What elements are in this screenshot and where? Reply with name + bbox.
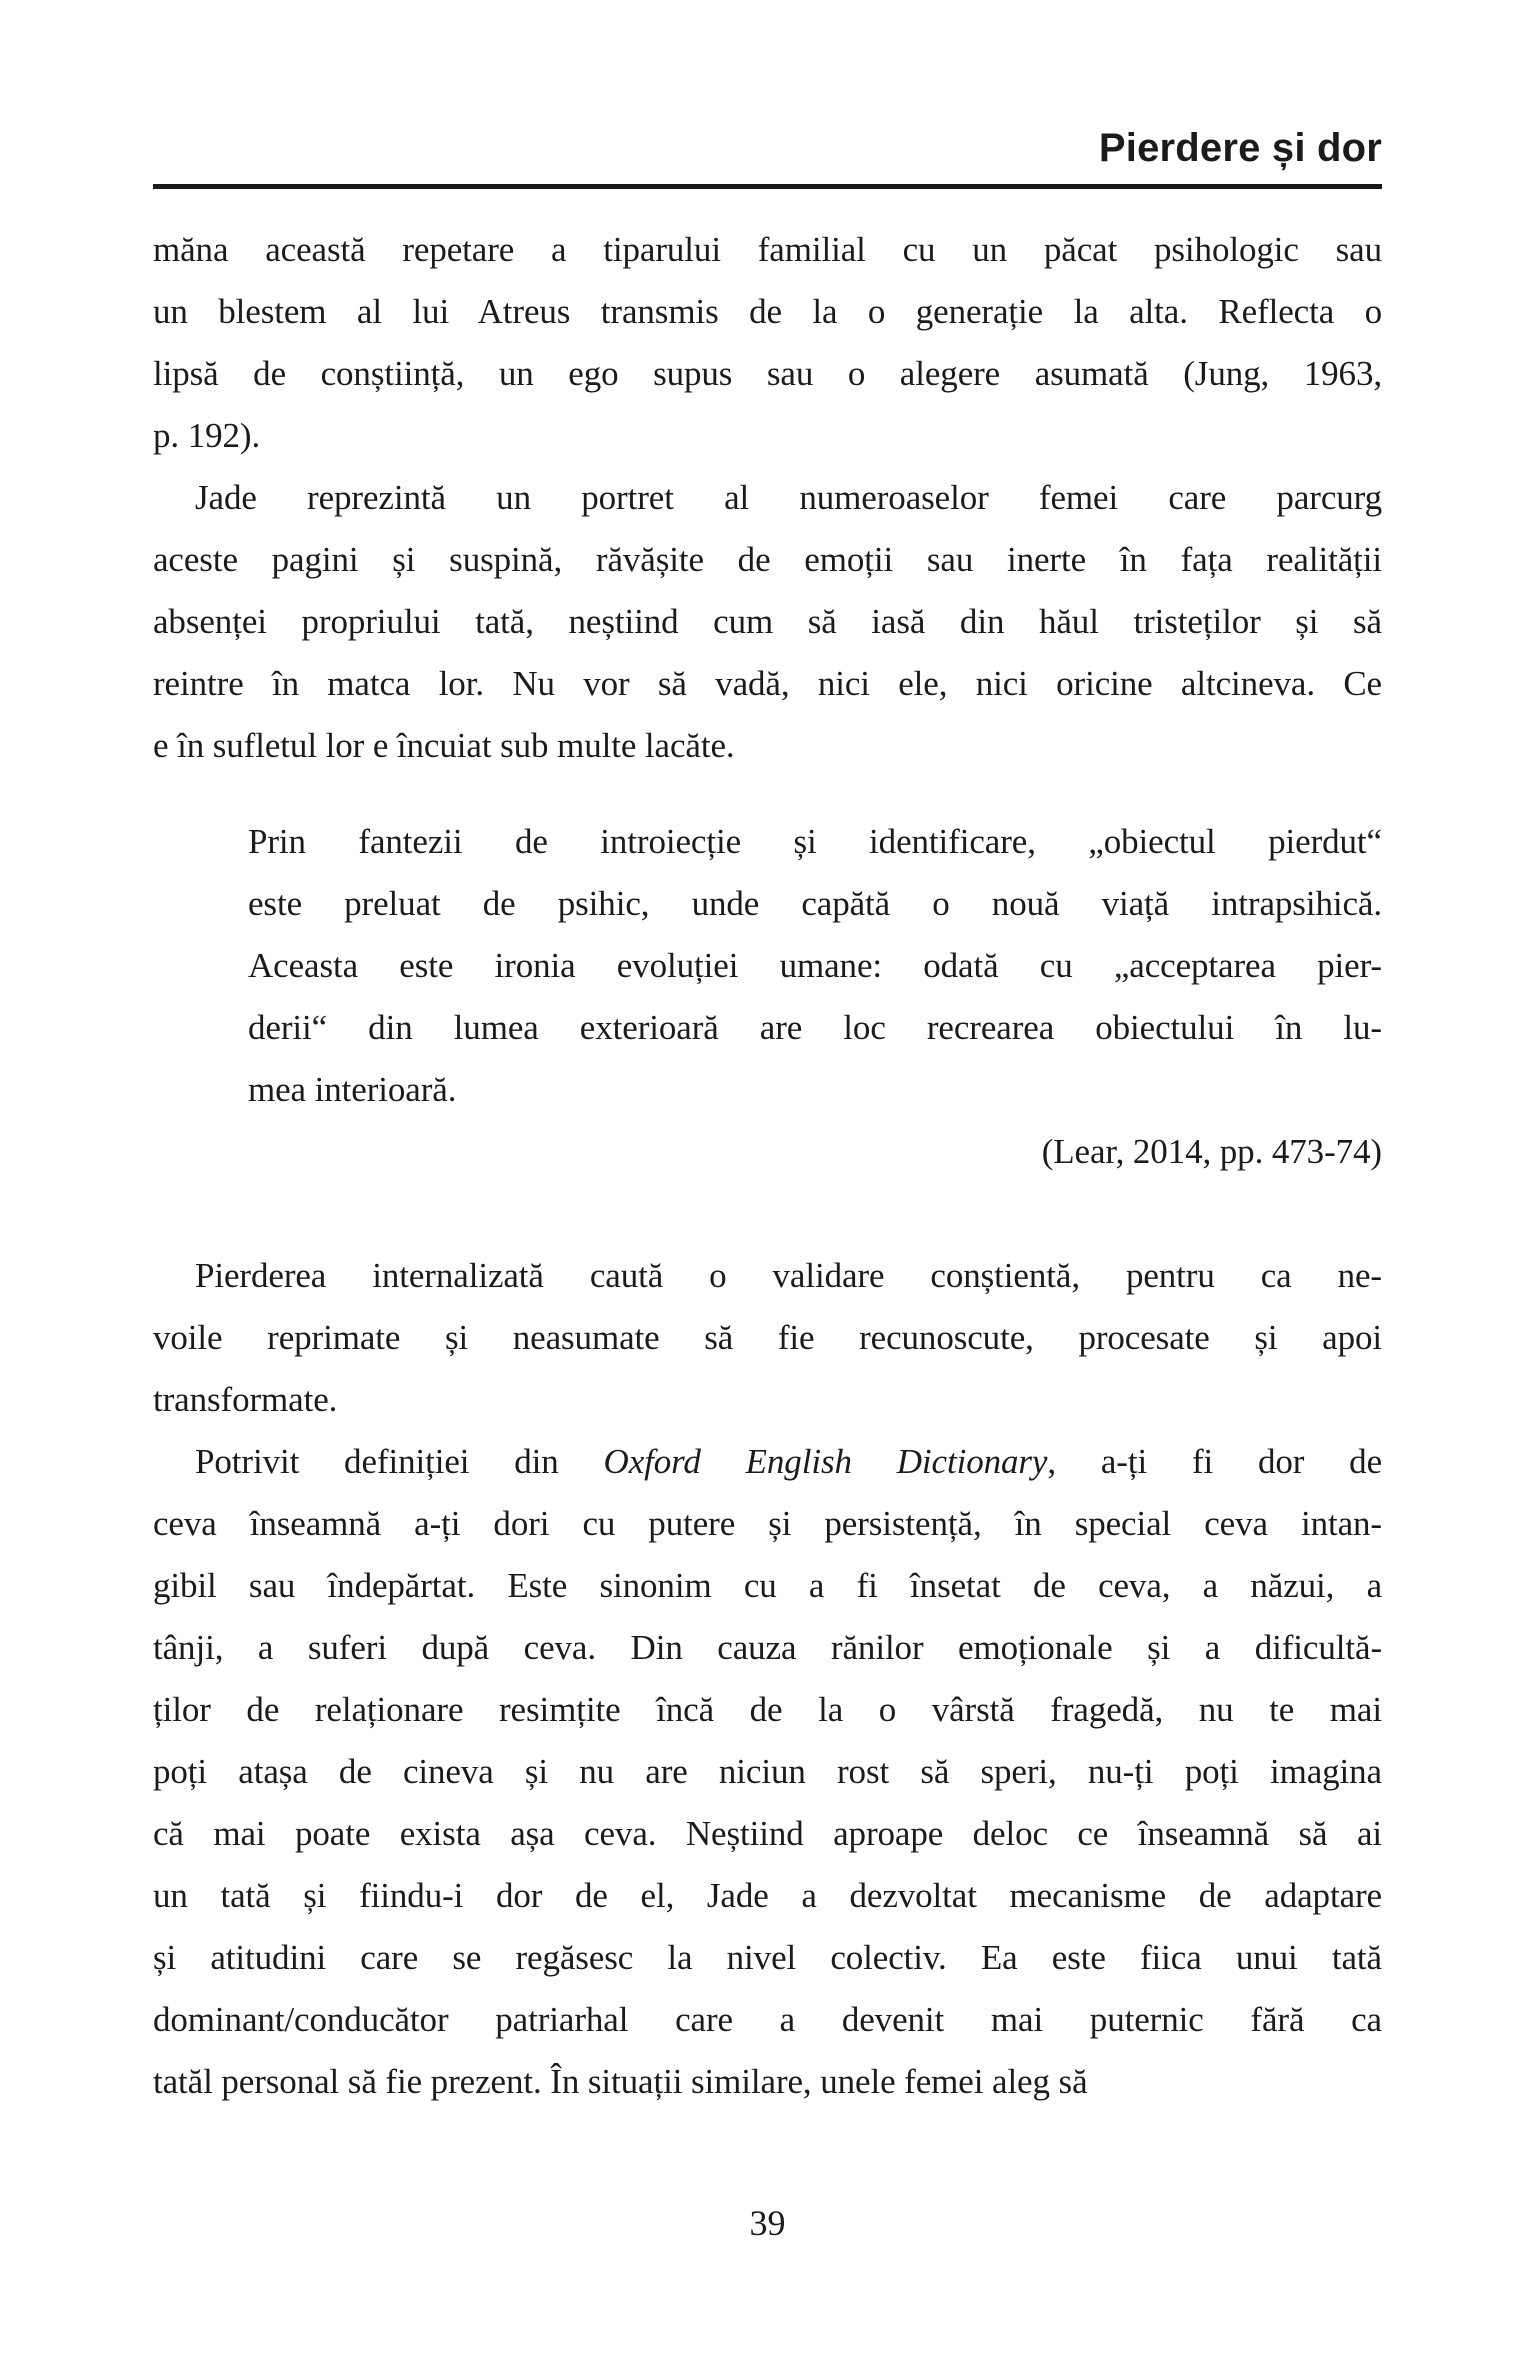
text-line: reintre în matca lor. Nu vor să vadă, nici ele, nici oricine altcineva. Ce xyxy=(153,664,1382,703)
text-line: tânji, a suferi după ceva. Din cauza rănilor emoționale și a dificultă- xyxy=(153,1628,1382,1667)
paragraph xyxy=(153,1431,1382,2113)
text-line: Pierderea internalizată caută o validare conștientă, pentru ca ne- xyxy=(195,1256,1382,1295)
italic-text: Oxford English Dictionary xyxy=(603,1442,1048,1481)
quote-citation xyxy=(153,1121,1382,1183)
text-line: derii“ din lumea exterioară are loc recrearea obiectului în lu- xyxy=(248,1008,1382,1047)
running-header: Pierdere și dor xyxy=(1098,126,1382,170)
text-line: ceva înseamnă a-ți dori cu putere și persistență, în special ceva intan- xyxy=(153,1504,1382,1543)
text-line: dominant/conducător patriarhal care a devenit mai puternic fără ca xyxy=(153,2000,1382,2039)
page-number: 39 xyxy=(749,2203,786,2243)
text-line: p. 192). xyxy=(153,416,261,455)
paragraph xyxy=(153,219,1382,467)
text-line: și atitudini care se regăsesc la nivel colectiv. Ea este fiica unui tată xyxy=(153,1938,1382,1977)
text-line: un blestem al lui Atreus transmis de la o generație la alta. Reflecta o xyxy=(153,292,1382,331)
header-rule xyxy=(153,184,1382,189)
text-line: Jade reprezintă un portret al numeroaselor femei care parcurg xyxy=(195,478,1382,517)
text-column xyxy=(153,219,1382,2113)
text-line: absenței propriului tată, neștiind cum să iasă din hăul tristeților și să xyxy=(153,602,1382,641)
text-line: e în sufletul lor e încuiat sub multe lacăte. xyxy=(153,726,735,765)
text-line: că mai poate exista așa ceva. Neștiind aproape deloc ce înseamnă să ai xyxy=(153,1814,1382,1853)
block-quote xyxy=(248,811,1382,1121)
paragraph xyxy=(153,1245,1382,1431)
text-line: ților de relaționare resimțite încă de la o vârstă fragedă, nu te mai xyxy=(153,1690,1382,1729)
text-segment: Potrivit definiției din xyxy=(195,1442,604,1481)
page-content xyxy=(153,0,1382,2113)
text-line: voile reprimate și neasumate să fie recunoscute, procesate și apoi xyxy=(153,1318,1382,1357)
text-segment: , a-ți fi dor de xyxy=(1047,1442,1383,1481)
text-line: gibil sau îndepărtat. Este sinonim cu a fi însetat de ceva, a năzui, a xyxy=(153,1566,1382,1605)
text-line: Prin fantezii de introiecție și identificare, „obiectul pierdut“ xyxy=(248,822,1382,861)
text-line: măna această repetare a tiparului familial cu un păcat psihologic sau xyxy=(153,230,1382,269)
text-line: (Lear, 2014, pp. 473-74) xyxy=(1041,1132,1382,1171)
text-line: aceste pagini și suspină, răvășite de emoții sau inerte în fața realității xyxy=(153,540,1382,579)
text-line: tatăl personal să fie prezent. În situații similare, unele femei aleg să xyxy=(153,2062,1088,2101)
text-line: transformate. xyxy=(153,1380,338,1419)
text-line: lipsă de conștiință, un ego supus sau o alegere asumată (Jung, 1963, xyxy=(153,354,1382,393)
text-line: este preluat de psihic, unde capătă o nouă viață intrapsihică. xyxy=(248,884,1382,923)
text-line: mea interioară. xyxy=(248,1070,457,1109)
text-line: un tată și fiindu-i dor de el, Jade a dezvoltat mecanisme de adaptare xyxy=(153,1876,1382,1915)
text-line: Aceasta este ironia evoluției umane: odată cu „acceptarea pier- xyxy=(248,946,1382,985)
text-line: poți atașa de cineva și nu are niciun rost să speri, nu-ți poți imagina xyxy=(153,1752,1382,1791)
text-line xyxy=(153,1431,1382,1493)
paragraph xyxy=(153,467,1382,777)
